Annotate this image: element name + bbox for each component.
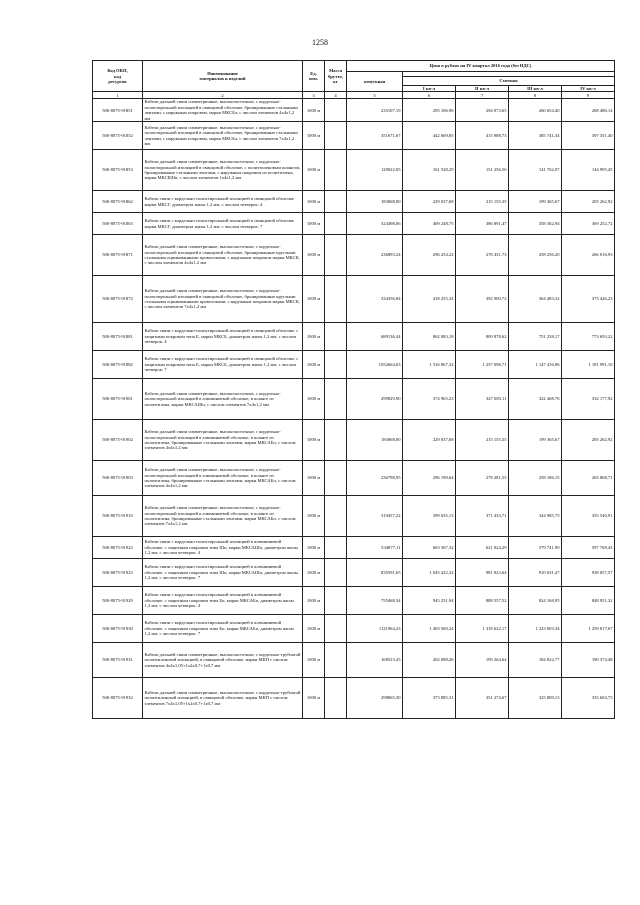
- quarter-4-price-cell: 268 486,14: [562, 99, 615, 122]
- header-unit: [303, 61, 325, 92]
- quarter-1-price-cell: 295 106,98: [403, 99, 456, 122]
- unit-cell: 1000 м: [303, 496, 325, 537]
- column-number: 8: [509, 92, 562, 99]
- name-cell: Кабели связи с кордельно-полистирольной изоляцией в свинцовой оболочке марки МКСГ, диаметром жилы 1,2 мм, с числом четверок: 7: [143, 213, 303, 235]
- mass-cell: [325, 191, 347, 213]
- quarter-3-price-cell: 579 741,90: [509, 537, 562, 559]
- quarter-3-price-cell: 364 483,32: [509, 276, 562, 323]
- table-row: [93, 276, 615, 323]
- unit-cell: 1000 м: [303, 276, 325, 323]
- quarter-3-price-cell: 1 223 003,34: [509, 615, 562, 643]
- quarter-1-price-cell: 399 635,13: [403, 496, 456, 537]
- code-cell: 500-8075-91929: [93, 587, 143, 615]
- header-unit-line: Ед.: [310, 70, 317, 76]
- table-row: [93, 643, 615, 678]
- release-price-cell: 236798,95: [347, 461, 403, 496]
- table-row: [93, 150, 615, 191]
- quarter-2-price-cell: 371 433,71: [456, 496, 509, 537]
- quarter-2-price-cell: 199 264,64: [456, 643, 509, 678]
- name-cell: Кабели дальней связи симметричные, высокочастотные, с кордельно-полистирольной изоляцией в свинцовой оболочке, бронированные стальными лентами, с наружным покровом, марки МКСБл, с числом элементов 4х4х1,2 мм: [143, 99, 303, 122]
- release-price-cell: 835591,65: [347, 559, 403, 587]
- quarter-1-price-cell: 945 251,94: [403, 587, 456, 615]
- table-row: [93, 122, 615, 150]
- release-price-cell: 183068,00: [347, 420, 403, 461]
- unit-cell: 1000 м: [303, 99, 325, 122]
- name-cell: Кабели дальней связи симметричные, высокочастотные, с кордельно-полистирольной изоляцией в свинцовой оболочке, бронированные круглыми стальными оцинкованными проволоками, с наружным покровом марки МКСК, с числом элементов 7х4х1,2 мм: [143, 276, 303, 323]
- quarter-4-price-cell: 369 252,72: [562, 213, 615, 235]
- unit-cell: 1000 м: [303, 122, 325, 150]
- quarter-4-price-cell: 1 259 817,67: [562, 615, 615, 643]
- release-price-cell: 236893,24: [347, 235, 403, 276]
- code-cell: 500-8075-91882: [93, 351, 143, 379]
- name-cell: Кабели дальней связи симметричные, высокочастотные, с кордельно-полистирольной изоляцией в свинцовой оболочке, с полиэтиленовым шлангом, бронированные стальными лентами, с наружным покровом из полиэтилена, марки МКСБШп, с числом элементов 1х4х1,2 мм: [143, 150, 303, 191]
- quarter-4-price-cell: 375 426,23: [562, 276, 615, 323]
- unit-cell: 1000 м: [303, 587, 325, 615]
- quarter-4-price-cell: 332 177,92: [562, 379, 615, 420]
- mass-cell: [325, 276, 347, 323]
- table-row: [93, 678, 615, 719]
- name-cell: Кабели дальней связи симметричные, высокочастотные, с кордельно-полистирольной изоляцией в алюминиевой оболочке, в шланге из полиэтилена, марки МКСАШп, с числом элементов 7х4х1,2 мм: [143, 379, 303, 420]
- unit-cell: 1000 м: [303, 150, 325, 191]
- quarter-2-price-cell: 415 988,73: [456, 122, 509, 150]
- header-price-group: Цена в рублях на IV квартал 2016 года (без НДС): [347, 61, 615, 72]
- quarter-3-price-cell: 910 631,47: [509, 559, 562, 587]
- mass-cell: [325, 420, 347, 461]
- release-price-cell: 298865,30: [347, 678, 403, 719]
- table-row: [93, 213, 615, 235]
- name-cell: Кабели связи с кордельно-полистирольной изоляцией в алюминиевой оболочке, с защитным покровом типа Шп, марки МКСАШп, диаметром жилы 1,2 мм, с числом четверок: 7: [143, 559, 303, 587]
- header-code-line: ресурсов: [108, 78, 127, 84]
- header-mass: [325, 61, 347, 92]
- mass-cell: [325, 235, 347, 276]
- unit-cell: 1000 м: [303, 559, 325, 587]
- unit-cell: 1000 м: [303, 615, 325, 643]
- header-mass-line: кг: [333, 78, 338, 84]
- unit-cell: 1000 м: [303, 643, 325, 678]
- quarter-1-price-cell: 229 037,68: [403, 191, 456, 213]
- name-cell: Кабели связи с кордельно-полистирольной изоляцией в алюминиевой оболочке, с защитным покровом типа Бп, марки МКСАБп, диаметром жилы 1,2 мм, с числом четверок: 4: [143, 587, 303, 615]
- code-cell: 500-8075-91903: [93, 461, 143, 496]
- release-price-cell: 1052664,63: [347, 351, 403, 379]
- name-cell: Кабели дальней связи симметричные, высокочастотные, с кордельно-трубчатой полиэтиленовой изоляцией, в свинцовой оболочке, марки МКП с числом элементов 4х4х1,05+1х2х0,7+1х0,7 мм: [143, 643, 303, 678]
- header-mass-line: брутто,: [328, 73, 343, 79]
- quarter-2-price-cell: 621 024,29: [456, 537, 509, 559]
- mass-cell: [325, 537, 347, 559]
- release-price-cell: 299829,90: [347, 379, 403, 420]
- unit-cell: 1000 м: [303, 420, 325, 461]
- mass-cell: [325, 150, 347, 191]
- table-row: [93, 235, 615, 276]
- quarter-1-price-cell: 161 528,29: [403, 150, 456, 191]
- quarter-3-price-cell: 199 365,67: [509, 191, 562, 213]
- table-row: [93, 420, 615, 461]
- quarter-1-price-cell: 374 965,23: [403, 379, 456, 420]
- name-cell: Кабели дальней связи симметричные, высокочастотные, с кордельно-полистирольной изоляцией в алюминиевой оболочке, в шланге из полиэтилена, бронированные стальными лентами, марки МКСАБп, с числом элементов 7х4х1,2 мм: [143, 496, 303, 537]
- table-body: [93, 99, 615, 719]
- release-price-cell: 534877,11: [347, 537, 403, 559]
- quarter-2-price-cell: 151 256,56: [456, 150, 509, 191]
- quarter-2-price-cell: 215 155,35: [456, 420, 509, 461]
- unit-cell: 1000 м: [303, 461, 325, 496]
- column-number: 5: [347, 92, 403, 99]
- table-row: [93, 559, 615, 587]
- mass-cell: [325, 351, 347, 379]
- unit-cell: 1000 м: [303, 379, 325, 420]
- quarter-3-price-cell: 258 256,20: [509, 235, 562, 276]
- code-cell: 500-8075-91902: [93, 420, 143, 461]
- header-code-line: код: [113, 73, 122, 79]
- mass-cell: [325, 122, 347, 150]
- quarter-1-price-cell: 862 083,18: [403, 323, 456, 351]
- price-table: [92, 60, 615, 719]
- quarter-2-price-cell: 809 878,62: [456, 323, 509, 351]
- header-name-line: материалов и изделий: [199, 76, 246, 82]
- quarter-2-price-cell: 981 823,64: [456, 559, 509, 587]
- release-price-cell: 351671,67: [347, 122, 403, 150]
- table-row: [93, 323, 615, 351]
- page-number: 1258: [312, 38, 328, 47]
- quarter-3-price-cell: 322 468,76: [509, 379, 562, 420]
- quarter-2-price-cell: 294 073,65: [456, 99, 509, 122]
- column-number: 7: [456, 92, 509, 99]
- table-row: [93, 351, 615, 379]
- code-cell: 500-8075-91871: [93, 235, 143, 276]
- header-release-price: отпускная: [347, 72, 403, 92]
- name-cell: Кабели связи с кордельно-полистирольной изоляцией в свинцовой оболочке марки МКСГ, диаметром жилы 1,2 мм, с числом четверок: 4: [143, 191, 303, 213]
- code-cell: 500-8075-91852: [93, 122, 143, 150]
- quarter-1-price-cell: 409 248,75: [403, 213, 456, 235]
- code-cell: 500-8075-91863: [93, 213, 143, 235]
- quarter-2-price-cell: 386 891,47: [456, 213, 509, 235]
- quarter-4-price-cell: 265 868,71: [562, 461, 615, 496]
- release-price-cell: 689136,44: [347, 323, 403, 351]
- quarter-3-price-cell: 1 147 416,86: [509, 351, 562, 379]
- mass-cell: [325, 99, 347, 122]
- quarter-1-price-cell: 296 190,64: [403, 461, 456, 496]
- unit-cell: 1000 м: [303, 323, 325, 351]
- quarter-4-price-cell: 335 604,75: [562, 678, 615, 719]
- quarter-3-price-cell: 325 809,13: [509, 678, 562, 719]
- quarter-4-price-cell: 773 693,22: [562, 323, 615, 351]
- release-price-cell: 168523,45: [347, 643, 403, 678]
- table-row: [93, 191, 615, 213]
- quarter-3-price-cell: 184 822,77: [509, 643, 562, 678]
- column-number: 9: [562, 92, 615, 99]
- quarter-1-price-cell: 373 885,31: [403, 678, 456, 719]
- quarter-4-price-cell: 190 374,48: [562, 643, 615, 678]
- mass-cell: [325, 615, 347, 643]
- name-cell: Кабели дальней связи симметричные, высокочастотные, с кордельно-трубчатой полиэтиленовой изоляцией, в свинцовой оболочке, марки МКП с числом элементов 7х4х1,05+1х2х0,7+1х0,7 мм: [143, 678, 303, 719]
- header-quarter-3: III кв-л: [509, 86, 562, 92]
- code-cell: 500-8075-91931: [93, 643, 143, 678]
- quarter-2-price-cell: 351 274,67: [456, 678, 509, 719]
- header-quarter-2: II кв-л: [456, 86, 509, 92]
- mass-cell: [325, 379, 347, 420]
- quarter-4-price-cell: 848 951,32: [562, 587, 615, 615]
- header-quarter-4: IV кв-л: [562, 86, 615, 92]
- unit-cell: 1000 м: [303, 191, 325, 213]
- code-cell: 500-8075-91901: [93, 379, 143, 420]
- code-cell: 500-8075-91922: [93, 537, 143, 559]
- code-cell: 500-8075-91851: [93, 99, 143, 122]
- quarter-4-price-cell: 938 057,57: [562, 559, 615, 587]
- table-row: [93, 461, 615, 496]
- release-price-cell: 755468,34: [347, 587, 403, 615]
- mass-cell: [325, 213, 347, 235]
- mass-cell: [325, 678, 347, 719]
- unit-cell: 1000 м: [303, 351, 325, 379]
- table-row: [93, 379, 615, 420]
- code-cell: 500-8075-91910: [93, 496, 143, 537]
- release-price-cell: 129022,05: [347, 150, 403, 191]
- release-price-cell: 183068,00: [347, 191, 403, 213]
- quarter-1-price-cell: 202 088,26: [403, 643, 456, 678]
- release-price-cell: 319457,22: [347, 496, 403, 537]
- name-cell: Кабели связи с кордельно-полистирольной изоляцией в свинцовой оболочке, с защитным покровом типа Б, марки МКСБ, диаметром жилы 1,2 мм, с числом четверок: 4: [143, 323, 303, 351]
- quarter-3-price-cell: 344 985,75: [509, 496, 562, 537]
- quarter-4-price-cell: 205 262,92: [562, 420, 615, 461]
- quarter-3-price-cell: 824 168,95: [509, 587, 562, 615]
- quarter-1-price-cell: 1 316 867,32: [403, 351, 456, 379]
- release-price-cell: 235107,19: [347, 99, 403, 122]
- header-code: [93, 61, 143, 92]
- code-cell: 500-8075-91932: [93, 678, 143, 719]
- quarter-3-price-cell: 141 762,07: [509, 150, 562, 191]
- table-header: [93, 61, 615, 99]
- table-row: [93, 615, 615, 643]
- quarter-1-price-cell: 1 045 422,32: [403, 559, 456, 587]
- quarter-2-price-cell: 278 431,73: [456, 235, 509, 276]
- quarter-2-price-cell: 1 318 622,17: [456, 615, 509, 643]
- quarter-4-price-cell: 266 016,93: [562, 235, 615, 276]
- header-estimate-price: Сметная: [403, 77, 615, 86]
- mass-cell: [325, 643, 347, 678]
- quarter-4-price-cell: 205 262,92: [562, 191, 615, 213]
- header-code-line: Код ОКП,: [107, 68, 128, 74]
- quarter-1-price-cell: 442 669,85: [403, 122, 456, 150]
- column-number: 1: [93, 92, 143, 99]
- name-cell: Кабели связи с кордельно-полистирольной изоляцией в свинцовой оболочке, с защитным покровом типа Б, марки МКСБ, диаметром жилы 1,2 мм, с числом четверок: 7: [143, 351, 303, 379]
- mass-cell: [325, 587, 347, 615]
- name-cell: Кабели дальней связи симметричные, высокочастотные, с кордельно-полистирольной изоляцией в свинцовой оболочке, бронированные стальными лентами, с наружным покровом, марки МКСБл, с числом элементов 7х4х1,2 мм: [143, 122, 303, 150]
- quarter-1-price-cell: 663 367,32: [403, 537, 456, 559]
- quarter-4-price-cell: 397 351,40: [562, 122, 615, 150]
- quarter-1-price-cell: 229 037,68: [403, 420, 456, 461]
- table-row: [93, 587, 615, 615]
- header-name-line: Наименование: [207, 70, 238, 76]
- quarter-3-price-cell: 258 186,15: [509, 461, 562, 496]
- header-mass-line: Масса: [328, 68, 343, 74]
- release-price-cell: 334356,84: [347, 276, 403, 323]
- release-price-cell: 1121964,23: [347, 615, 403, 643]
- quarter-2-price-cell: 215 155,35: [456, 191, 509, 213]
- table-row: [93, 537, 615, 559]
- quarter-1-price-cell: 418 255,34: [403, 276, 456, 323]
- column-number: 3: [303, 92, 325, 99]
- quarter-3-price-cell: 199 365,67: [509, 420, 562, 461]
- mass-cell: [325, 559, 347, 587]
- quarter-4-price-cell: 597 769,43: [562, 537, 615, 559]
- header-unit-line: изм.: [309, 76, 318, 82]
- code-cell: 500-8075-91872: [93, 276, 143, 323]
- quarter-2-price-cell: 392 900,72: [456, 276, 509, 323]
- quarter-3-price-cell: 385 741,34: [509, 122, 562, 150]
- quarter-2-price-cell: 1 237 098,71: [456, 351, 509, 379]
- column-number: 2: [143, 92, 303, 99]
- quarter-4-price-cell: 355 540,91: [562, 496, 615, 537]
- quarter-4-price-cell: 144 995,45: [562, 150, 615, 191]
- mass-cell: [325, 461, 347, 496]
- code-cell: 500-8075-91930: [93, 615, 143, 643]
- quarter-3-price-cell: 751 238,17: [509, 323, 562, 351]
- code-cell: 500-8075-91853: [93, 150, 143, 191]
- quarter-1-price-cell: 296 254,22: [403, 235, 456, 276]
- mass-cell: [325, 496, 347, 537]
- quarter-3-price-cell: 358 362,94: [509, 213, 562, 235]
- unit-cell: 1000 м: [303, 213, 325, 235]
- table-row: [93, 99, 615, 122]
- code-cell: 500-8075-91923: [93, 559, 143, 587]
- code-cell: 500-8075-91862: [93, 191, 143, 213]
- header-quarter-1: I кв-л: [403, 86, 456, 92]
- name-cell: Кабели дальней связи симметричные, высокочастотные, с кордельно-полистирольной изоляцией в алюминиевой оболочке, в шланге из полиэтилена, бронированные стальными лентами, марки МКСАБп, с числом элементов 4х4х1,2 мм: [143, 420, 303, 461]
- header-name: [143, 61, 303, 92]
- name-cell: Кабели дальней связи симметричные, высокочастотные, с кордельно-полистирольной изоляцией в свинцовой оболочке, бронированные круглыми стальными оцинкованными проволоками, с наружным покровом марки МКСК, с числом элементов 4х4х1,2 мм: [143, 235, 303, 276]
- column-number: 6: [403, 92, 456, 99]
- release-price-cell: 324498,06: [347, 213, 403, 235]
- code-cell: 500-8075-91881: [93, 323, 143, 351]
- quarter-3-price-cell: 260 654,40: [509, 99, 562, 122]
- name-cell: Кабели связи с кордельно-полистирольной изоляцией в алюминиевой оболочке, с защитным покровом типа Бп, марки МКСАБп, диаметром жилы 1,2 мм, с числом четверок: 7: [143, 615, 303, 643]
- column-number: 4: [325, 92, 347, 99]
- quarter-2-price-cell: 278 281,55: [456, 461, 509, 496]
- quarter-2-price-cell: 347 083,11: [456, 379, 509, 420]
- quarter-1-price-cell: 1 403 560,24: [403, 615, 456, 643]
- table-row: [93, 496, 615, 537]
- quarter-4-price-cell: 1 181 991,10: [562, 351, 615, 379]
- unit-cell: 1000 м: [303, 537, 325, 559]
- name-cell: Кабели связи с кордельно-полистирольной изоляцией в алюминиевой оболочке, с защитным покровом типа Шп, марки МКСАШп, диаметром жилы 1,2 мм, с числом четверок: 4: [143, 537, 303, 559]
- name-cell: Кабели дальней связи симметричные, высокочастотные, с кордельно-полистирольной изоляцией в алюминиевой оболочке, в шланге из полиэтилена, бронированные стальными лентами, марки МКСАБп, с числом элементов 4х4х1,2 мм: [143, 461, 303, 496]
- unit-cell: 1000 м: [303, 235, 325, 276]
- quarter-2-price-cell: 888 557,52: [456, 587, 509, 615]
- mass-cell: [325, 323, 347, 351]
- unit-cell: 1000 м: [303, 678, 325, 719]
